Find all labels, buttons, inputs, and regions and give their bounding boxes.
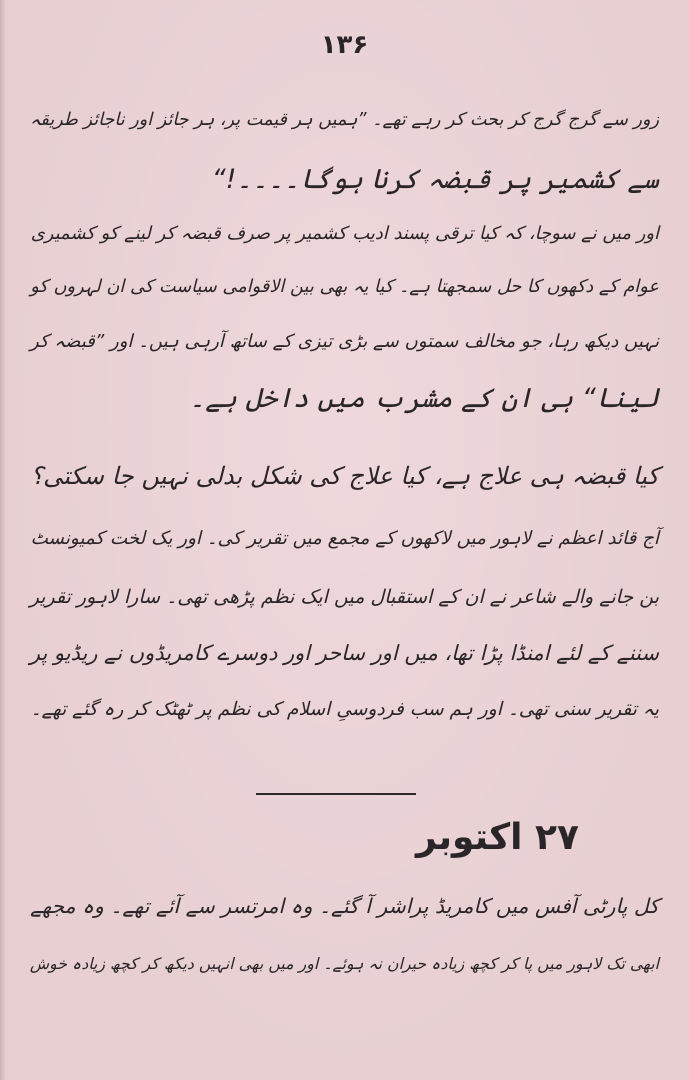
- section-divider: [256, 793, 416, 795]
- text-line: عوام کے دکھوں کا حل سمجھتا ہے۔ کیا یہ بھی بین الاقوامی سیاست کی ان لہروں کو: [30, 277, 659, 297]
- text-line: کیا قبضہ ہی علاج ہے، کیا علاج کی شکل بدلی نہیں جا سکتی؟: [30, 462, 659, 490]
- text-line: سے کشمیر پر قبضہ کرنا ہوگا۔۔۔۔!“: [211, 164, 659, 195]
- text-line: کل پارٹی آفس میں کامریڈ پراشر آ گئے۔ وہ امرتسر سے آئے تھے۔ وہ مجھے: [30, 894, 659, 918]
- page-number: ۱۳۶: [320, 30, 369, 60]
- entry-date-heading: ۲۷ اکتوبر: [416, 817, 579, 858]
- text-line: لینا“ ہی ان کے مشرب میں داخل ہے۔: [189, 383, 659, 414]
- text-line: یہ تقریر سنی تھی۔ اور ہم سب فردوسیِ اسلام کی نظم پر ٹھٹک کر رہ گئے تھے۔: [30, 699, 659, 720]
- text-line: سننے کے لئے امنڈا پڑا تھا، میں اور ساحر اور دوسرے کامریڈوں نے ریڈیو پر: [29, 641, 659, 665]
- text-line: اور میں نے سوچا، کہ کیا ترقی پسند ادیب کشمیر پر صرف قبضہ کر لینے کو کشمیری: [30, 223, 659, 244]
- text-line: آج قائد اعظم نے لاہور میں لاکھوں کے مجمع میں تقریر کی۔ اور یک لخت کمیونسٹ: [30, 528, 659, 549]
- text-line: نہیں دیکھ رہا، جو مخالف سمتوں سے بڑی تیزی کے ساتھ آرہی ہیں۔ اور ”قبضہ کر: [30, 331, 659, 352]
- text-line: ابھی تک لاہور میں پا کر کچھ زیادہ حیران نہ ہوئے۔ اور میں بھی انہیں دیکھ کر کچھ زیادہ خوش: [29, 954, 659, 973]
- text-line: زور سے گرج گرج کر بحث کر رہے تھے۔ ”ہمیں ہر قیمت پر، ہر جائز اور ناجائز طریقہ: [30, 110, 659, 130]
- page-edge: [0, 0, 6, 1080]
- text-line: بن جانے والے شاعر نے ان کے استقبال میں ایک نظم پڑھی تھی۔ سارا لاہور تقریر: [29, 586, 659, 608]
